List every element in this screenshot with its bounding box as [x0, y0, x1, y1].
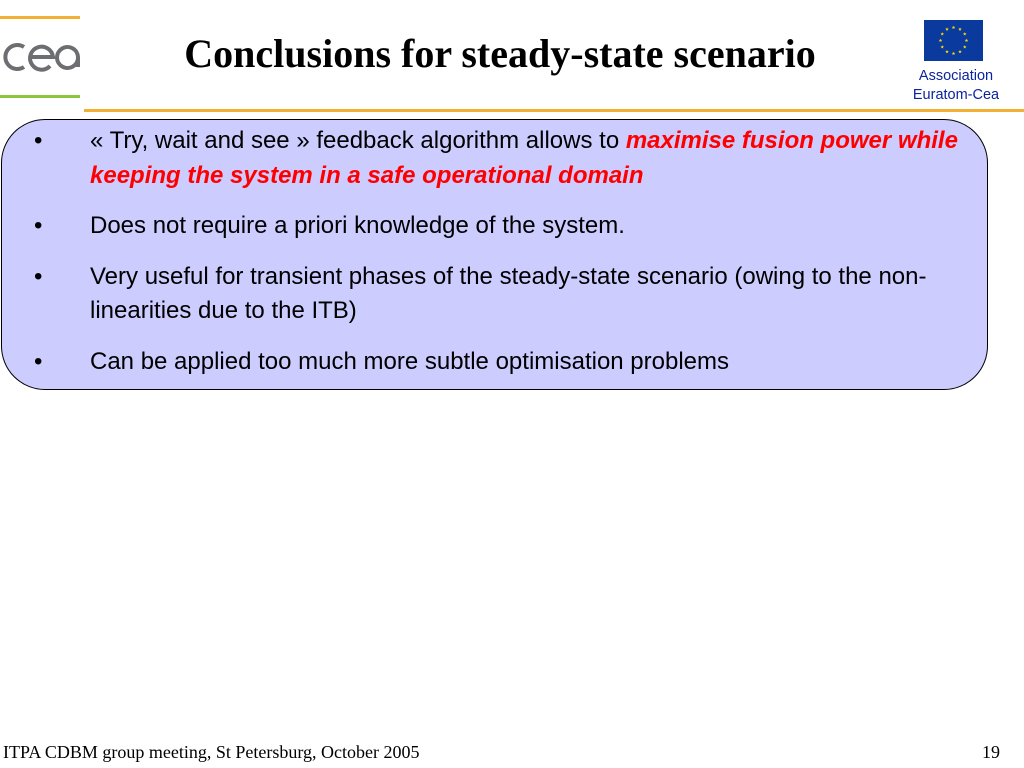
bullet-item — [0, 209, 985, 244]
bullet-text: Can be applied too much more subtle optimisation problems — [90, 347, 730, 375]
slide-title: Conclusions for steady-state scenario — [184, 31, 816, 76]
bullet-text: Very useful for transient phases of the steady-state scenario (owing to the non-linearities due to the ITB) — [90, 262, 927, 324]
eu-flag-icon — [924, 20, 983, 61]
bullet-item — [0, 260, 985, 329]
bullet-marker: • — [34, 347, 43, 375]
bullet-item — [0, 345, 985, 380]
bullet-list — [0, 124, 985, 395]
bullet-text: « Try, wait and see » feedback algorithm allows to — [90, 127, 626, 154]
bullet-emphasis: maximise fusion power while keeping the system in a safe operational domain — [90, 127, 958, 189]
footer-text: ITPA CDBM group meeting, St Petersburg, October 2005 — [3, 742, 420, 762]
bullet-marker: • — [34, 127, 43, 154]
association-label — [896, 67, 1016, 105]
page-number: 19 — [982, 742, 1000, 762]
bullet-marker: • — [34, 262, 43, 290]
bullet-item — [0, 124, 985, 193]
header-divider — [84, 109, 1024, 112]
association-line-1: Association — [918, 68, 994, 84]
cea-logo — [0, 14, 84, 100]
bullet-marker: • — [34, 212, 43, 239]
association-line-2: Euratom-Cea — [912, 87, 1000, 103]
bullet-text: Does not require a priori knowledge of the system. — [90, 212, 625, 239]
